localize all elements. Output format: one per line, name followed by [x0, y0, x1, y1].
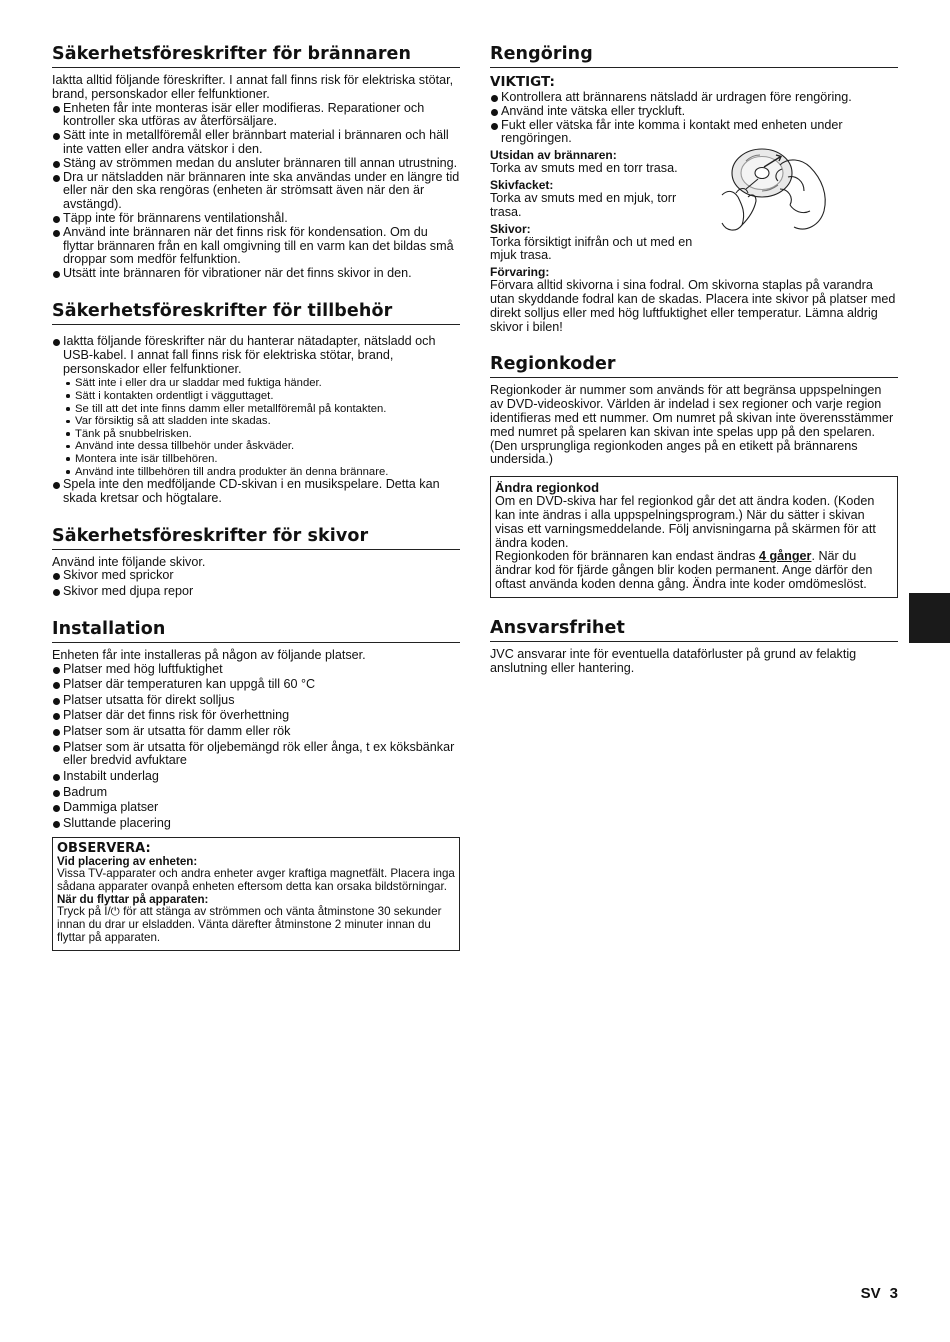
- tillbehor-sublist: [63, 377, 460, 478]
- sub-list-item: Sätt inte i eller dra ur sladdar med fuktiga händer.: [63, 377, 460, 390]
- page-footer: [861, 1285, 898, 1302]
- subheading-discs: Skivor:: [490, 221, 531, 236]
- skivor-intro: Använd inte följande skivor.: [52, 554, 206, 569]
- list-item: Utsätt inte brännaren för vibrationer när det finns skivor in den.: [52, 267, 460, 281]
- section-installation: [52, 619, 460, 951]
- right-column: [490, 44, 898, 695]
- observera-subheading-moving: När du flyttar på apparaten:: [57, 892, 209, 906]
- sub-list-item: Tänk på snubbelrisken.: [63, 428, 460, 441]
- heading-tillbehor: Säkerhetsföreskrifter för tillbehör: [52, 301, 460, 325]
- list-item: Instabilt underlag: [52, 770, 460, 784]
- installation-intro: Enheten får inte installeras på någon av följande platser.: [52, 647, 366, 662]
- list-item: Platser utsatta för direkt solljus: [52, 694, 460, 708]
- list-item: Fukt eller vätska får inte komma i kontakt med enheten under rengöringen.: [490, 119, 898, 147]
- list-item: [52, 335, 460, 478]
- important-label: VIKTIGT:: [490, 74, 555, 90]
- observera-text-moving: Tryck på I/⏻ för att stänga av strömmen och vänta åtminstone 30 sekunder innan du drar ur elsladden. Vänta därefter åtminstone 2 minuter innan du flyttar på apparaten.: [57, 905, 442, 944]
- sub-list-item: Var försiktig så att sladden inte skadas.: [63, 415, 460, 428]
- region-change-limit: 4 gånger: [758, 549, 812, 564]
- sub-list-item: Montera inte isär tillbehören.: [63, 453, 460, 466]
- list-item: Dra ur nätsladden när brännaren inte ska användas under en längre tid eller när den ska rengöras (enheten är strömsatt även när den är avstängd).: [52, 171, 460, 212]
- observera-title: OBSERVERA:: [57, 840, 151, 856]
- heading-skivor: Säkerhetsföreskrifter för skivor: [52, 526, 460, 550]
- region-change-box: [490, 476, 898, 598]
- section-tab-icon: [909, 593, 950, 643]
- list-item: Badrum: [52, 786, 460, 800]
- list-item: Platser med hög luftfuktighet: [52, 663, 460, 677]
- disc-cleaning-illustration-icon: [718, 145, 830, 237]
- heading-rengoring: Rengöring: [490, 44, 898, 68]
- sub-list-item: Använd inte tillbehören till andra produkter än denna brännare.: [63, 466, 460, 479]
- cleaning-instructions: [490, 149, 898, 263]
- heading-ansvarsfrihet: Ansvarsfrihet: [490, 618, 898, 642]
- brannaren-intro: Iaktta alltid följande föreskrifter. I annat fall finns risk för elektriska stötar, brand, personskador eller felfunktioner.: [52, 73, 454, 101]
- section-rengoring: [490, 44, 898, 334]
- list-item: Enheten får inte monteras isär eller modifieras. Reparationer och kontroller ska utföras av återförsäljare.: [52, 102, 460, 130]
- observera-text-placement: Vissa TV-apparater och andra enheter avger kraftiga magnetfält. Placera inga sådana apparater ovanpå enheten eftersom detta kan orsaka bildstörningar.: [57, 867, 455, 893]
- list-item: Använd inte brännaren när det finns risk för kondensation. Om du flyttar brännaren från en kall omgivning till en varm kan det bildas små droppar som medför felfunktion.: [52, 226, 460, 267]
- section-ansvarsfrihet: [490, 618, 898, 676]
- text-discs: Torka försiktigt inifrån och ut med en mjuk trasa.: [490, 234, 693, 263]
- subheading-outside: Utsidan av brännaren:: [490, 148, 617, 163]
- list-item: Skivor med djupa repor: [52, 585, 460, 599]
- list-item: Stäng av strömmen medan du ansluter brännaren till annan utrustning.: [52, 157, 460, 171]
- regionkoder-text: Regionkoder är nummer som används för att begränsa uppspelningen av DVD-videoskivor. Världen är indelad i sex regioner och varje region identifieras med ett nummer. Om numret på skivan inte överensstämmer med numret på spelaren kan skivan inte spelas upp på den spelaren. (Den ursprungliga regionkoden anges på en etikett på brännarens undersida.): [490, 383, 894, 467]
- list-item: Platser som är utsatta för oljebemängd rök eller ånga, t ex köksbänkar eller bredvid avfuktare: [52, 741, 460, 769]
- rengoring-list: [490, 91, 898, 146]
- skivor-list: [52, 569, 460, 598]
- heading-regionkoder: Regionkoder: [490, 354, 898, 378]
- page-number: 3: [889, 1285, 898, 1302]
- list-item: Använd inte vätska eller tryckluft.: [490, 105, 898, 119]
- tillbehor-list: [52, 335, 460, 506]
- sub-list-item: Använd inte dessa tillbehör under åskväder.: [63, 440, 460, 453]
- text-outside: Torka av smuts med en torr trasa.: [490, 161, 678, 176]
- subheading-storage: Förvaring:: [490, 265, 550, 280]
- left-column: [52, 44, 460, 971]
- section-brannaren: [52, 44, 460, 281]
- list-item: Täpp inte för brännarens ventilationshål.: [52, 212, 460, 226]
- heading-brannaren: Säkerhetsföreskrifter för brännaren: [52, 44, 460, 68]
- list-item: Sätt inte in metallföremål eller brännbart material i brännaren och häll inte vatten eller andra vätskor i den.: [52, 129, 460, 157]
- language-code: SV: [860, 1285, 881, 1302]
- ansvarsfrihet-text: JVC ansvarar inte för eventuella dataförluster på grund av felaktig anslutning eller hantering.: [490, 646, 857, 675]
- sub-list-item: Se till att det inte finns damm eller metallföremål på kontakten.: [63, 403, 460, 416]
- list-item: Platser där temperaturen kan uppgå till 60 °C: [52, 678, 460, 692]
- heading-installation: Installation: [52, 619, 460, 643]
- tillbehor-item-text: Iaktta följande föreskrifter när du hanterar nätadapter, nätsladd och USB-kabel. I annat fall finns risk för elektriska stötar, brand, personskador eller felfunktioner.: [63, 333, 436, 376]
- brannaren-list: [52, 102, 460, 281]
- section-tillbehor: [52, 301, 460, 506]
- region-change-text-2c: . När du ändrar kod för fjärde gången blir koden permanent. Ange därför den oftast använda koden denna gång. Ändra inte koder omdömeslöst.: [495, 549, 873, 591]
- region-change-text-2a: Regionkoden för brännaren kan endast ändras: [495, 549, 759, 564]
- text-tray: Torka av smuts med en mjuk, torr trasa.: [490, 190, 677, 219]
- list-item: Platser där det finns risk för överhettning: [52, 709, 460, 723]
- region-change-text-2: [495, 550, 893, 591]
- list-item: Kontrollera att brännarens nätsladd är urdragen före rengöring.: [490, 91, 898, 105]
- list-item: Skivor med sprickor: [52, 569, 460, 583]
- sub-list-item: Sätt i kontakten ordentligt i vägguttaget.: [63, 390, 460, 403]
- observera-box: [52, 837, 460, 951]
- subheading-tray: Skivfacket:: [490, 177, 554, 192]
- observera-subheading-placement: Vid placering av enheten:: [57, 854, 198, 868]
- list-item: Platser som är utsatta för damm eller rök: [52, 725, 460, 739]
- section-skivor: [52, 526, 460, 599]
- region-change-text-1: Om en DVD-skiva har fel regionkod går det att ändra koden. (Koden kan inte ändras i alla uppspelningsprogram.) När du sätter i skivan visas ett varningsmeddelande. Följ anvisningarna på skärmen för att ändra koden.: [495, 494, 876, 550]
- installation-list: [52, 663, 460, 831]
- list-item: Spela inte den medföljande CD-skivan i en musikspelare. Detta kan skada kretsar och högtalare.: [52, 478, 460, 506]
- text-storage: Förvara alltid skivorna i sina fodral. Om skivorna staplas på varandra utan skyddande fodral kan de skadas. Placera inte skivor på platser med direkt solljus eller med hög luftfuktighet eller temperatur. Lämna aldrig skivor i bilen!: [490, 278, 896, 334]
- region-change-title: Ändra regionkod: [495, 480, 600, 496]
- section-regionkoder: [490, 354, 898, 597]
- list-item: Dammiga platser: [52, 801, 460, 815]
- cleaning-text-block: [490, 149, 698, 263]
- list-item: Sluttande placering: [52, 817, 460, 831]
